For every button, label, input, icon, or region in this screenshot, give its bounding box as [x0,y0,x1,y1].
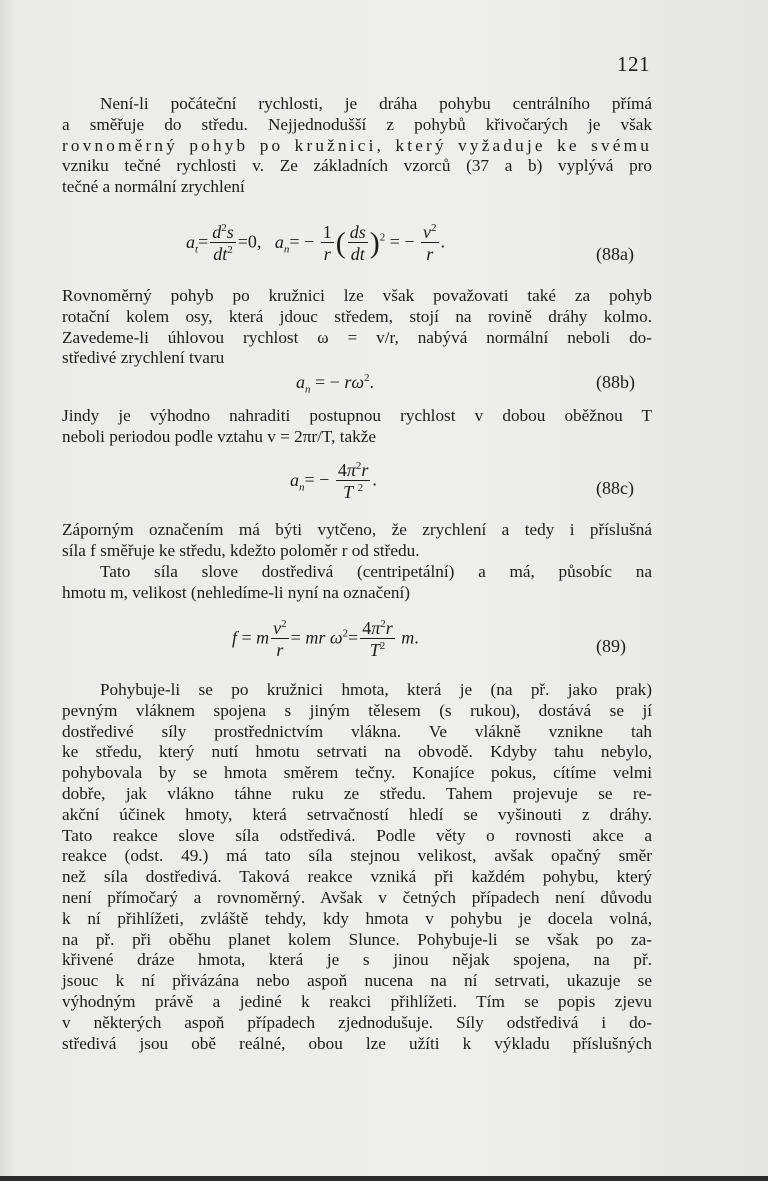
equation-label-88b: (88b) [596,372,635,392]
text-line: středivá jsou obě reálné, obou lze užíti k výkladu příslušných [62,1033,652,1053]
text-line: rotační kolem osy, která jdouc středem, stojí na rovině dráhy kolmo. [62,306,652,326]
paragraph-centrifugal [62,680,652,1054]
text-line: Zavedeme-li úhlovou rychlost ω = v/r, nabývá normální neboli do- [62,327,652,347]
text-line: síla f směřuje ke středu, kdežto poloměr r od středu. [62,540,420,560]
text-line: k ní přihlížeti, zvláště tehdy, kdy hmota v pohybu je docela volná, [62,908,652,928]
paragraph-intro [62,94,652,198]
equation-label-89: (89) [596,636,626,656]
text-line: pevným vláknem spojena s jiným tělesem (s rukou), dostává se jí [62,700,652,720]
text-line: tečné a normální zrychlení [62,177,245,197]
text-line: není přímočarý a rovnoměrný. Avšak v četných případech není důvodu [62,887,652,907]
text-line: reakce (odst. 49.) má tato síla stejnou velikost, avšak opačný směr [62,846,652,866]
text-line: Tato síla slove dostředivá (centripetální) a má, působíc na [100,562,652,581]
text-line: Tato reakce slove síla odstředivá. Podle věty o rovnosti akce a [62,825,652,845]
text-line: Není-li počáteční rychlosti, je dráha pohybu centrálního přímá [100,94,652,113]
text-line: akční účinek hmoty, která setrvačností hledí se vyšinouti z dráhy. [62,804,652,824]
text-line: křivené dráze hmota, která je s jinou nějak spojena, na př. [62,950,652,970]
text-line: výhodným právě a jediné k reakci přihlížeti. Tím se popis zjevu [62,991,652,1011]
text-line: Rovnoměrný pohyb po kružnici lze však považovati také za pohyb [62,286,652,305]
text-line: Jindy je výhodno nahraditi postupnou rychlost v dobou oběžnou T [62,406,652,425]
text-line: jsouc k ní přivázána nebo aspoň nucena na ní setrvati, ukazuje se [62,971,652,991]
scan-bottom-edge [0,1176,768,1181]
equation-88c: $a_n=$ − $\frac{4\pi^2r}{T ^2}$ . [290,460,377,502]
paragraph-centripetal [62,562,652,604]
equation-89: f = m $\frac{v^2}{r}$ = mr $\omega^2=$ $\frac{4\pi^2r}{T^2}$ m. [232,618,419,660]
paragraph-period [62,406,652,448]
text-line: než síla dostředivá. Taková reakce vzniká při každém pohybu, který [62,867,652,887]
text-line: Záporným označením má býti vytčeno, že zrychlení a tedy i příslušná [62,520,652,539]
text-line: vzniku tečné rychlosti v. Ze základních vzorců (37 a b) vyplývá pro [62,156,652,176]
text-line: ke středu, který nutí hmotu setrvati na obvodě. Kdyby tahu nebylo, [62,742,652,762]
text-line: a směřuje do středu. Nejjednodušší z pohybů křivočarých je však [62,114,652,134]
equation-88a: $a_t=$ $\frac{d^2s}{dt^2}$ =0, $a_n=$ − $\frac{1}{r}$ ( $\frac{ds}{dt}$ )$^2$ = − $\frac{v^2}{r}$ . [186,222,446,264]
text-line: dostředivé síly prostřednictvím vlákna. Ve vlákně vznikne tah [62,721,652,741]
text-line: neboli periodou podle vztahu v = 2πr/T, takže [62,426,376,446]
text-line: hmotu m, velikost (nehledíme-li nyní na označení) [62,582,410,602]
paragraph-negative-sign [62,520,652,562]
paragraph-rotation [62,286,652,369]
text-line: dobře, jak vlákno táhne ruku ze středu. Tahem projevuje se re- [62,783,652,803]
text-line: Pohybuje-li se po kružnici hmota, která je (na př. jako prak) [100,680,652,699]
equation-label-88a: (88a) [596,244,634,264]
text-line: na př. při oběhu planet kolem Slunce. Pohybuje-li se však po za- [62,929,652,949]
text-line: rovnoměrný pohyb po kružnici, který vyžaduje ke svému [62,135,652,155]
equation-label-88c: (88c) [596,478,634,498]
equation-88b: $a_n$ = − $r\omega^2$. [296,372,375,396]
text-line: pohybovala by se hmota směrem tečny. Konajíce pokus, cítíme velmi [62,763,652,783]
text-line: v některých aspoň případech zjednodušuje. Síly odstředivá i do- [62,1012,652,1032]
text-line: středivé zrychlení tvaru [62,348,225,368]
page-number: 121 [617,52,650,76]
